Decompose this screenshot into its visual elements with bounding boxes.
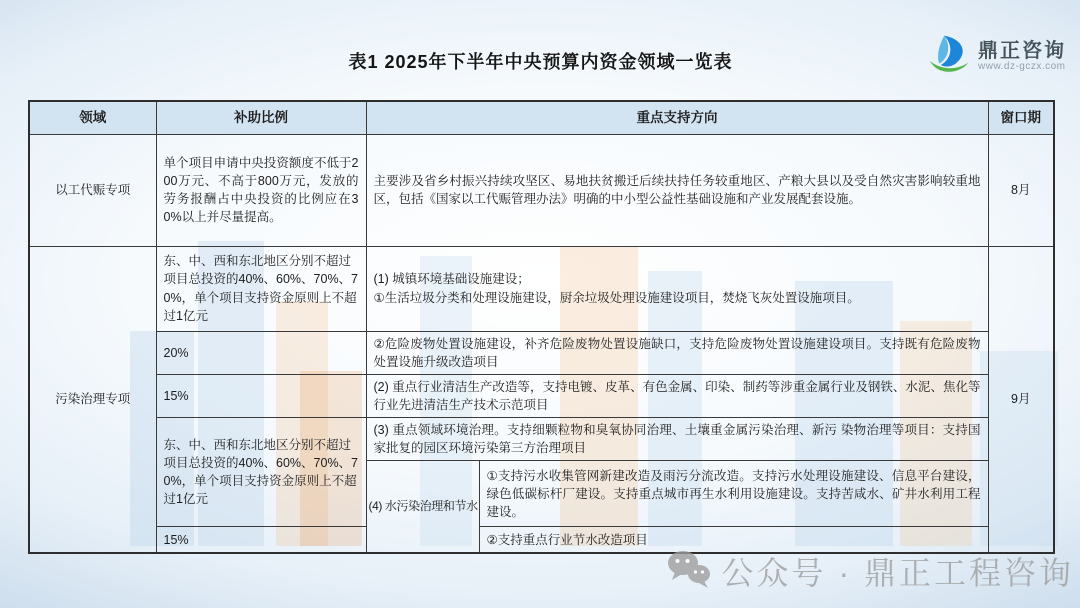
logo-company-name: 鼎正咨询 [978,39,1066,62]
cell-direction-pollution-a [366,246,988,331]
fund-table-wrapper [28,100,1055,554]
cell-ratio-pollution-c: 15% [156,374,366,417]
cell-direction-work-relief: 主要涉及省乡村振兴持续攻坚区、易地扶贫搬迁后续扶持任务较重地区、产粮大县以及受自然灾害影响较重地区，包括《国家以工代赈管理办法》明确的中小型公益性基础设施和产业发展配套设施。 [366,134,988,246]
cell-field-work-relief: 以工代赈专项 [29,134,156,246]
fund-table [28,100,1055,554]
cell-direction-pollution-f: ②支持重点行业节水改造项目 [479,527,988,553]
table-row [29,331,1054,374]
cell-direction-pollution-d: (3) 重点领域环境治理。支持细颗粒物和臭氧协同治理、土壤重金属污染治理、新污 染物治理等项目：支持国家批复的园区环境污染第三方治理项目 [366,418,988,461]
col-header-direction: 重点支持方向 [366,101,988,134]
page-title: 表1 2025年下半年中央预算内资金领域一览表 [348,52,733,72]
cell-window-work-relief: 8月 [988,134,1054,246]
cell-ratio-pollution-f: 15% [156,527,366,553]
direction-line: ①生活垃圾分类和处理设施建设，厨余垃圾处理设施建设项目，焚烧飞灰处置设施项目。 [373,290,860,305]
watermark-text: 公众号 · 鼎正工程咨询 [721,555,1074,591]
table-row [29,246,1054,331]
cell-field-pollution: 污染治理专项 [29,246,156,553]
cell-direction-pollution-b: ②危险废物处置设施建设，补齐危险废物处置设施缺口，支持危险废物处置设施建设项目。支持既有危险废物处置设施升级改造项目 [366,331,988,374]
logo-website: www.dz-gczx.com [978,60,1066,72]
col-header-window: 窗口期 [988,101,1054,134]
sail-logo-icon [926,32,972,81]
cell-direction-label-water: (4) 水污染治理和节水 [366,461,479,553]
table-row [29,418,1054,461]
col-header-field: 领域 [29,101,156,134]
cell-ratio-work-relief: 单个项目申请中央投资额度不低于200万元、不高于800万元，发放的劳务报酬占中央投资的比例应在30%以上并尽量提高。 [156,134,366,246]
cell-direction-pollution-e: ①支持污水收集管网新建改造及雨污分流改造。支持污水处理设施建设、信息平台建设，绿色低碳标杆厂建设。支持重点城市再生水利用设施建设。支持苦咸水、矿井水利用工程建设。 [479,461,988,527]
company-logo [926,32,1066,81]
table-header-row [29,101,1054,134]
table-row [29,134,1054,246]
cell-window-pollution: 9月 [988,246,1054,553]
cell-ratio-pollution-de: 东、中、西和东北地区分别不超过项目总投资的40%、60%、70%、70%，单个项目支持资金原则上不超过1亿元 [156,418,366,527]
wechat-icon [666,549,712,594]
cell-direction-pollution-c: (2) 重点行业清洁生产改造等，支持电镀、皮革、有色金属、印染、制药等涉重金属行业及钢铁、水泥、焦化等行业先进清洁生产技术示范项目 [366,374,988,417]
logo-text [978,41,1066,73]
cell-ratio-pollution-a: 东、中、西和东北地区分别不超过项目总投资的40%、60%、70%、70%，单个项目支持资金原则上不超过1亿元 [156,246,366,331]
col-header-ratio: 补助比例 [156,101,366,134]
table-row [29,374,1054,417]
direction-line: (1) 城镇环境基础设施建设； [373,272,530,287]
cell-ratio-pollution-b: 20% [156,331,366,374]
wechat-watermark [666,548,1074,594]
